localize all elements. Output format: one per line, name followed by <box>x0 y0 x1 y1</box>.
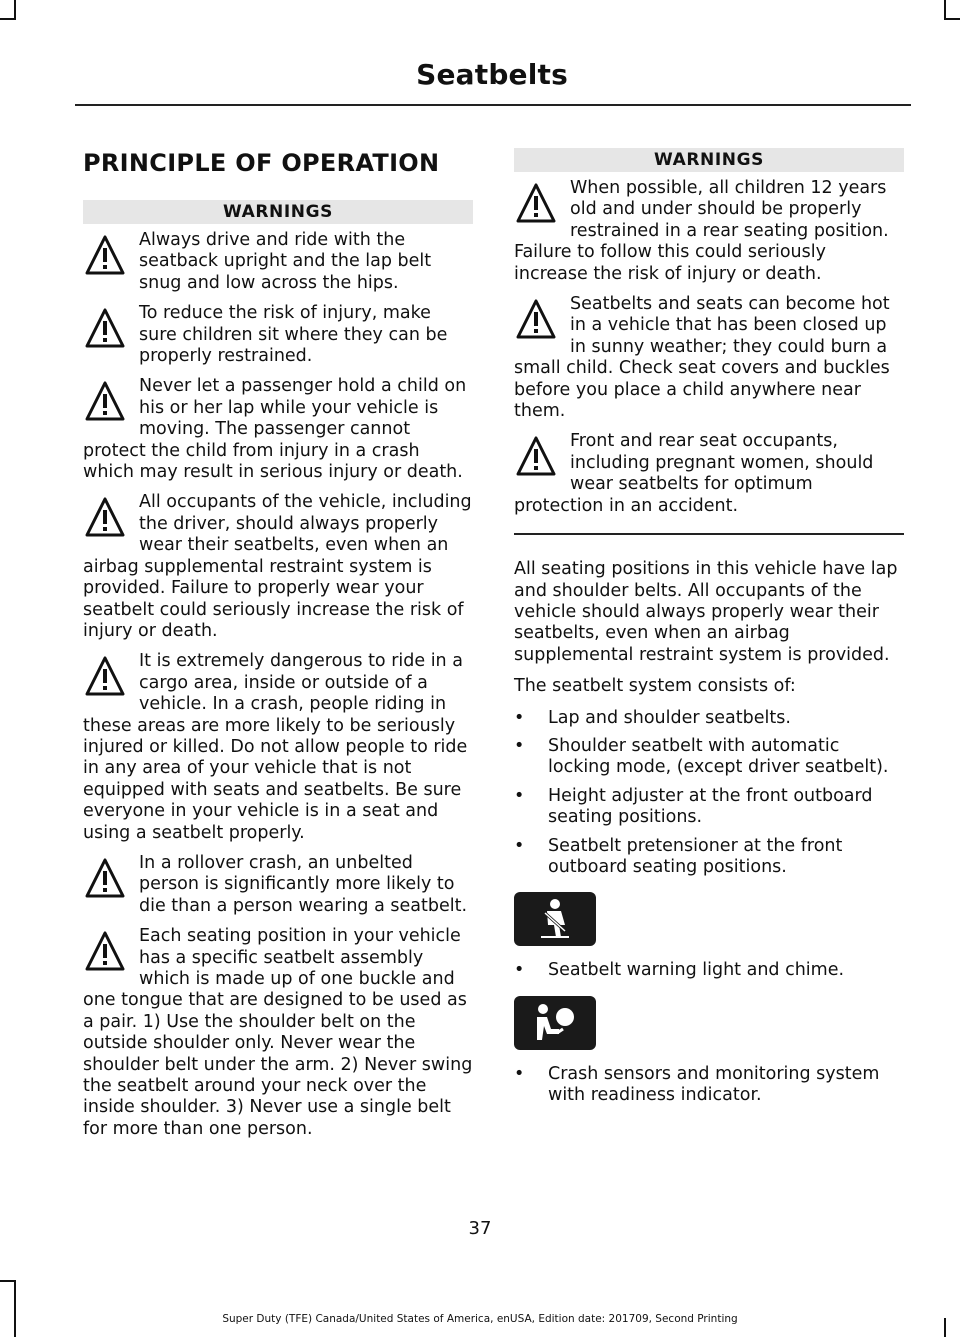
warning-text: In a rollover crash, an unbelted person is significantly more likely to die than a person wearing a seatbelt. <box>139 852 468 916</box>
system-intro: The seatbelt system consists of: <box>514 676 796 697</box>
page-footer: Super Duty (TFE) Canada/United States of America, enUSA, Edition date: 201709, Second Printing <box>222 1313 738 1325</box>
page-header-title: Seatbelts <box>416 58 568 91</box>
list-item: • Seatbelt warning light and chime. <box>514 960 904 981</box>
right-column <box>514 148 904 1114</box>
warning-triangle-icon <box>516 182 556 226</box>
warning-text: Front and rear seat occupants, including pregnant women, should wear seatbelts for optimum protection in an accident. <box>514 431 874 516</box>
warning-item <box>83 230 473 294</box>
crop-mark <box>0 18 16 20</box>
warning-triangle-icon <box>85 234 125 278</box>
warning-text: To reduce the risk of injury, make sure children sit where they can be properly restrained. <box>139 303 448 367</box>
warning-text: Each seating position in your vehicle has a specific seatbelt assembly which is made up of one buckle and one tongue that are designed to be used as a pair. 1) Use the shoulder belt on the outside shoulder only. Never wear the shoulder belt under the arm. 2) Never swing the seatbelt around your neck over the inside shoulder. 3) Never use a single belt for more than one person. <box>83 926 473 1139</box>
warning-triangle-icon <box>85 930 125 974</box>
airbag-readiness-icon <box>514 996 596 1050</box>
page-number: 37 <box>468 1218 492 1239</box>
list-item: • Shoulder seatbelt with automatic locking mode, (except driver seatbelt). <box>514 736 904 779</box>
warning-text: It is extremely dangerous to ride in a cargo area, inside or outside of a vehicle. In a crash, people riding in these areas are more likely to be seriously injured or killed. Do not allow people to ride in any area of your vehicle that is not equipped with seats and seatbelts. Be sure everyone in your vehicle is in a seat and using a seatbelt properly. <box>83 651 468 843</box>
warning-item <box>514 294 904 422</box>
warning-triangle-icon <box>85 380 125 424</box>
list-item: • Lap and shoulder seatbelts. <box>514 708 904 729</box>
warning-item <box>83 376 473 483</box>
warning-item <box>83 853 473 917</box>
list-item: • Crash sensors and monitoring system with readiness indicator. <box>514 1064 904 1107</box>
crop-mark <box>14 0 16 20</box>
list-item: • Seatbelt pretensioner at the front outboard seating positions. <box>514 836 904 879</box>
warning-text: All occupants of the vehicle, including the driver, should always properly wear their seatbelts, even when an airbag supplemental restraint system is provided. Failure to properly wear your seatbelt could seriously increase the risk of injury or death. <box>83 492 472 641</box>
header-rule <box>75 104 911 106</box>
crop-mark <box>14 1280 16 1337</box>
warnings-heading: WARNINGS <box>514 148 904 172</box>
warnings-list <box>83 230 473 1140</box>
warning-item <box>83 303 473 367</box>
intro-paragraph: All seating positions in this vehicle have lap and shoulder belts. All occupants of the vehicle should always properly wear their seatbelts, even when an airbag supplemental restraint system is provided. <box>514 559 898 665</box>
warning-item <box>514 431 904 517</box>
warning-triangle-icon <box>516 298 556 342</box>
warning-triangle-icon <box>516 435 556 479</box>
left-column <box>83 148 473 1149</box>
crop-mark <box>944 0 946 20</box>
warning-item <box>514 178 904 285</box>
section-divider <box>514 533 904 535</box>
warning-text: When possible, all children 12 years old and under should be properly restrained in a rear seating position. Failure to follow this could seriously increase the risk of injury or death. <box>514 178 889 284</box>
warnings-list <box>514 178 904 517</box>
crop-mark <box>944 18 960 20</box>
section-title: PRINCIPLE OF OPERATION <box>83 149 440 177</box>
warnings-heading: WARNINGS <box>83 200 473 224</box>
seatbelt-warning-icon <box>514 892 596 946</box>
components-list <box>514 708 904 879</box>
warning-item <box>83 926 473 1140</box>
warning-triangle-icon <box>85 655 125 699</box>
crop-mark <box>0 1280 16 1282</box>
warning-text: Seatbelts and seats can become hot in a vehicle that has been closed up in sunny weather; they could burn a small child. Check seat covers and buckles before you place a child anywhere near them. <box>514 294 890 422</box>
list-item: • Height adjuster at the front outboard seating positions. <box>514 786 904 829</box>
warning-item <box>83 492 473 642</box>
warning-text: Never let a passenger hold a child on his or her lap while your vehicle is moving. The passenger cannot protect the child from injury in a crash which may result in serious injury or death. <box>83 376 467 483</box>
warning-triangle-icon <box>85 496 125 540</box>
warning-text: Always drive and ride with the seatback upright and the lap belt snug and low across the hips. <box>139 230 432 293</box>
warning-item <box>83 651 473 844</box>
warning-triangle-icon <box>85 307 125 351</box>
warning-triangle-icon <box>85 857 125 901</box>
